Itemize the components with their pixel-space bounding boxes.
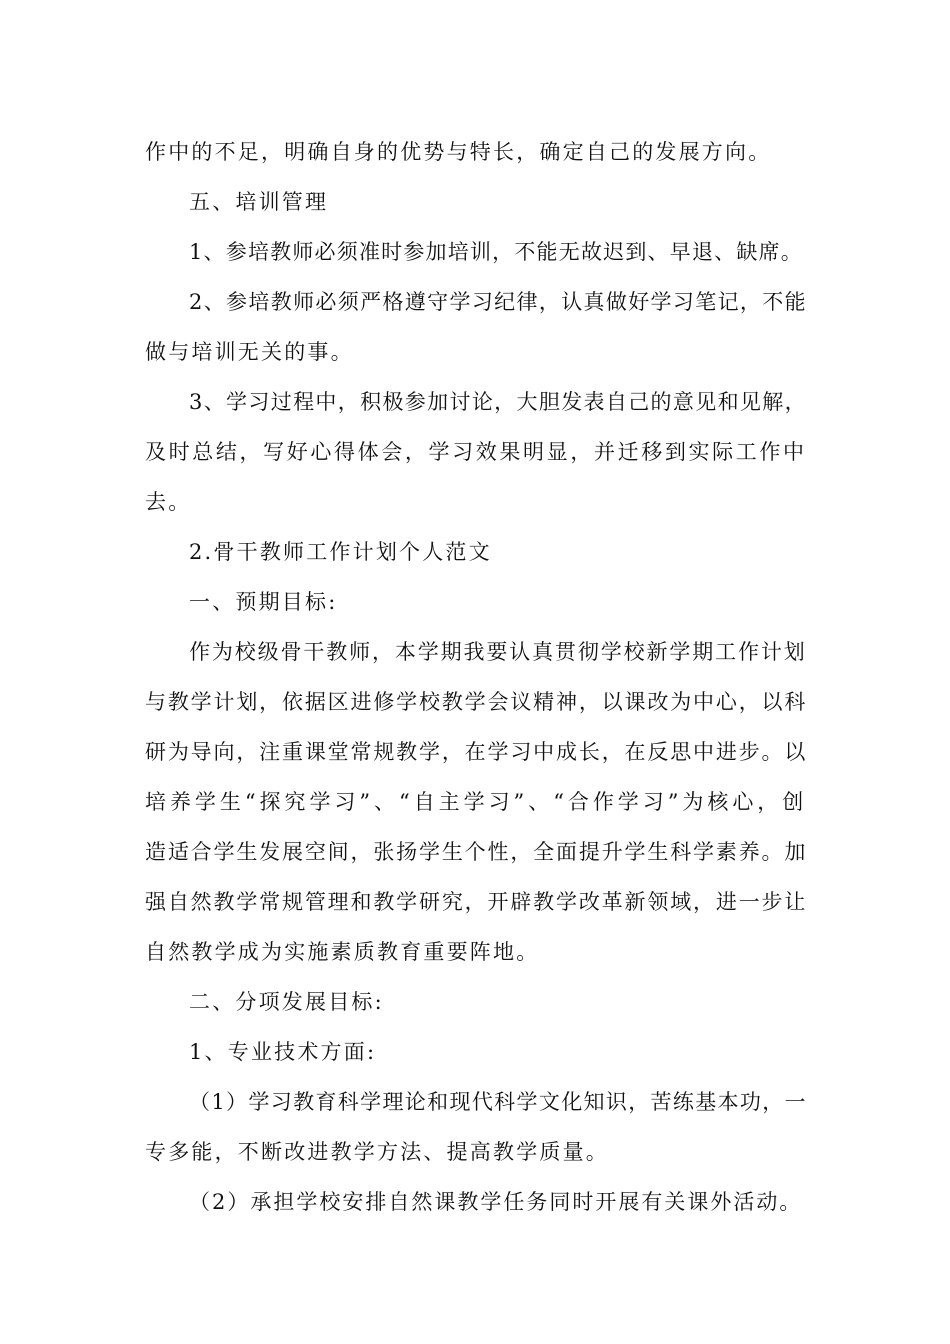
text-line [145,527,807,577]
line-text: 2.骨干教师工作计划个人范文 [189,540,492,564]
text-line [145,227,807,277]
line-text: （1）学习教育科学理论和现代科学文化知识，苦练基本功，一 [189,1090,807,1114]
line-text: 专多能，不断改进教学方法、提高教学质量。 [145,1140,609,1164]
document-body [145,127,807,1227]
text-line [145,977,807,1027]
line-text: 2、参培教师必须严格遵守学习纪律，认真做好学习笔记，不能 [189,290,807,314]
line-text: 一、预期目标: [189,590,338,614]
text-line [145,627,807,677]
text-line [145,677,807,727]
text-line [145,127,807,177]
line-text: 强自然教学常规管理和教学研究，开辟教学改革新领域，进一步让 [145,890,808,914]
line-text: 培养学生“探究学习”、“自主学习”、“合作学习”为核心，创 [145,790,808,814]
line-text: 作为校级骨干教师，本学期我要认真贯彻学校新学期工作计划 [189,640,807,664]
line-text: 及时总结，写好心得体会，学习效果明显，并迁移到实际工作中 [145,440,807,464]
text-line [145,1177,807,1227]
text-line [145,327,807,377]
text-line [145,1077,807,1127]
line-text: 作中的不足，明确自身的优势与特长，确定自己的发展方向。 [145,140,772,164]
line-text: 1、参培教师必须准时参加培训，不能无故迟到、早退、缺席。 [189,240,803,264]
line-text: 造适合学生发展空间，张扬学生个性，全面提升学生科学素养。加 [145,840,808,864]
text-line [145,927,807,977]
text-line [145,877,807,927]
text-line [145,577,807,627]
text-line [145,477,807,527]
text-line [145,777,807,827]
text-line [145,1027,807,1077]
line-text: （2）承担学校安排自然课教学任务同时开展有关课外活动。 [189,1190,803,1214]
text-line [145,177,807,227]
line-text: 自然教学成为实施素质教育重要阵地。 [145,940,540,964]
line-text: 做与培训无关的事。 [145,340,354,364]
line-text: 五、培训管理 [189,190,329,214]
text-line [145,377,807,427]
line-text: 去。 [145,490,192,514]
text-line [145,727,807,777]
line-text: 研为导向，注重课堂常规教学，在学习中成长，在反思中进步。以 [145,740,808,764]
line-text: 1、专业技术方面: [189,1040,377,1064]
text-line [145,1127,807,1177]
text-line [145,277,807,327]
line-text: 3、学习过程中，积极参加讨论，大胆发表自己的意见和见解， [189,390,807,414]
text-line [145,827,807,877]
line-text: 与教学计划，依据区进修学校教学会议精神，以课改为中心，以科 [145,690,808,714]
text-line [145,427,807,477]
line-text: 二、分项发展目标: [189,990,384,1014]
